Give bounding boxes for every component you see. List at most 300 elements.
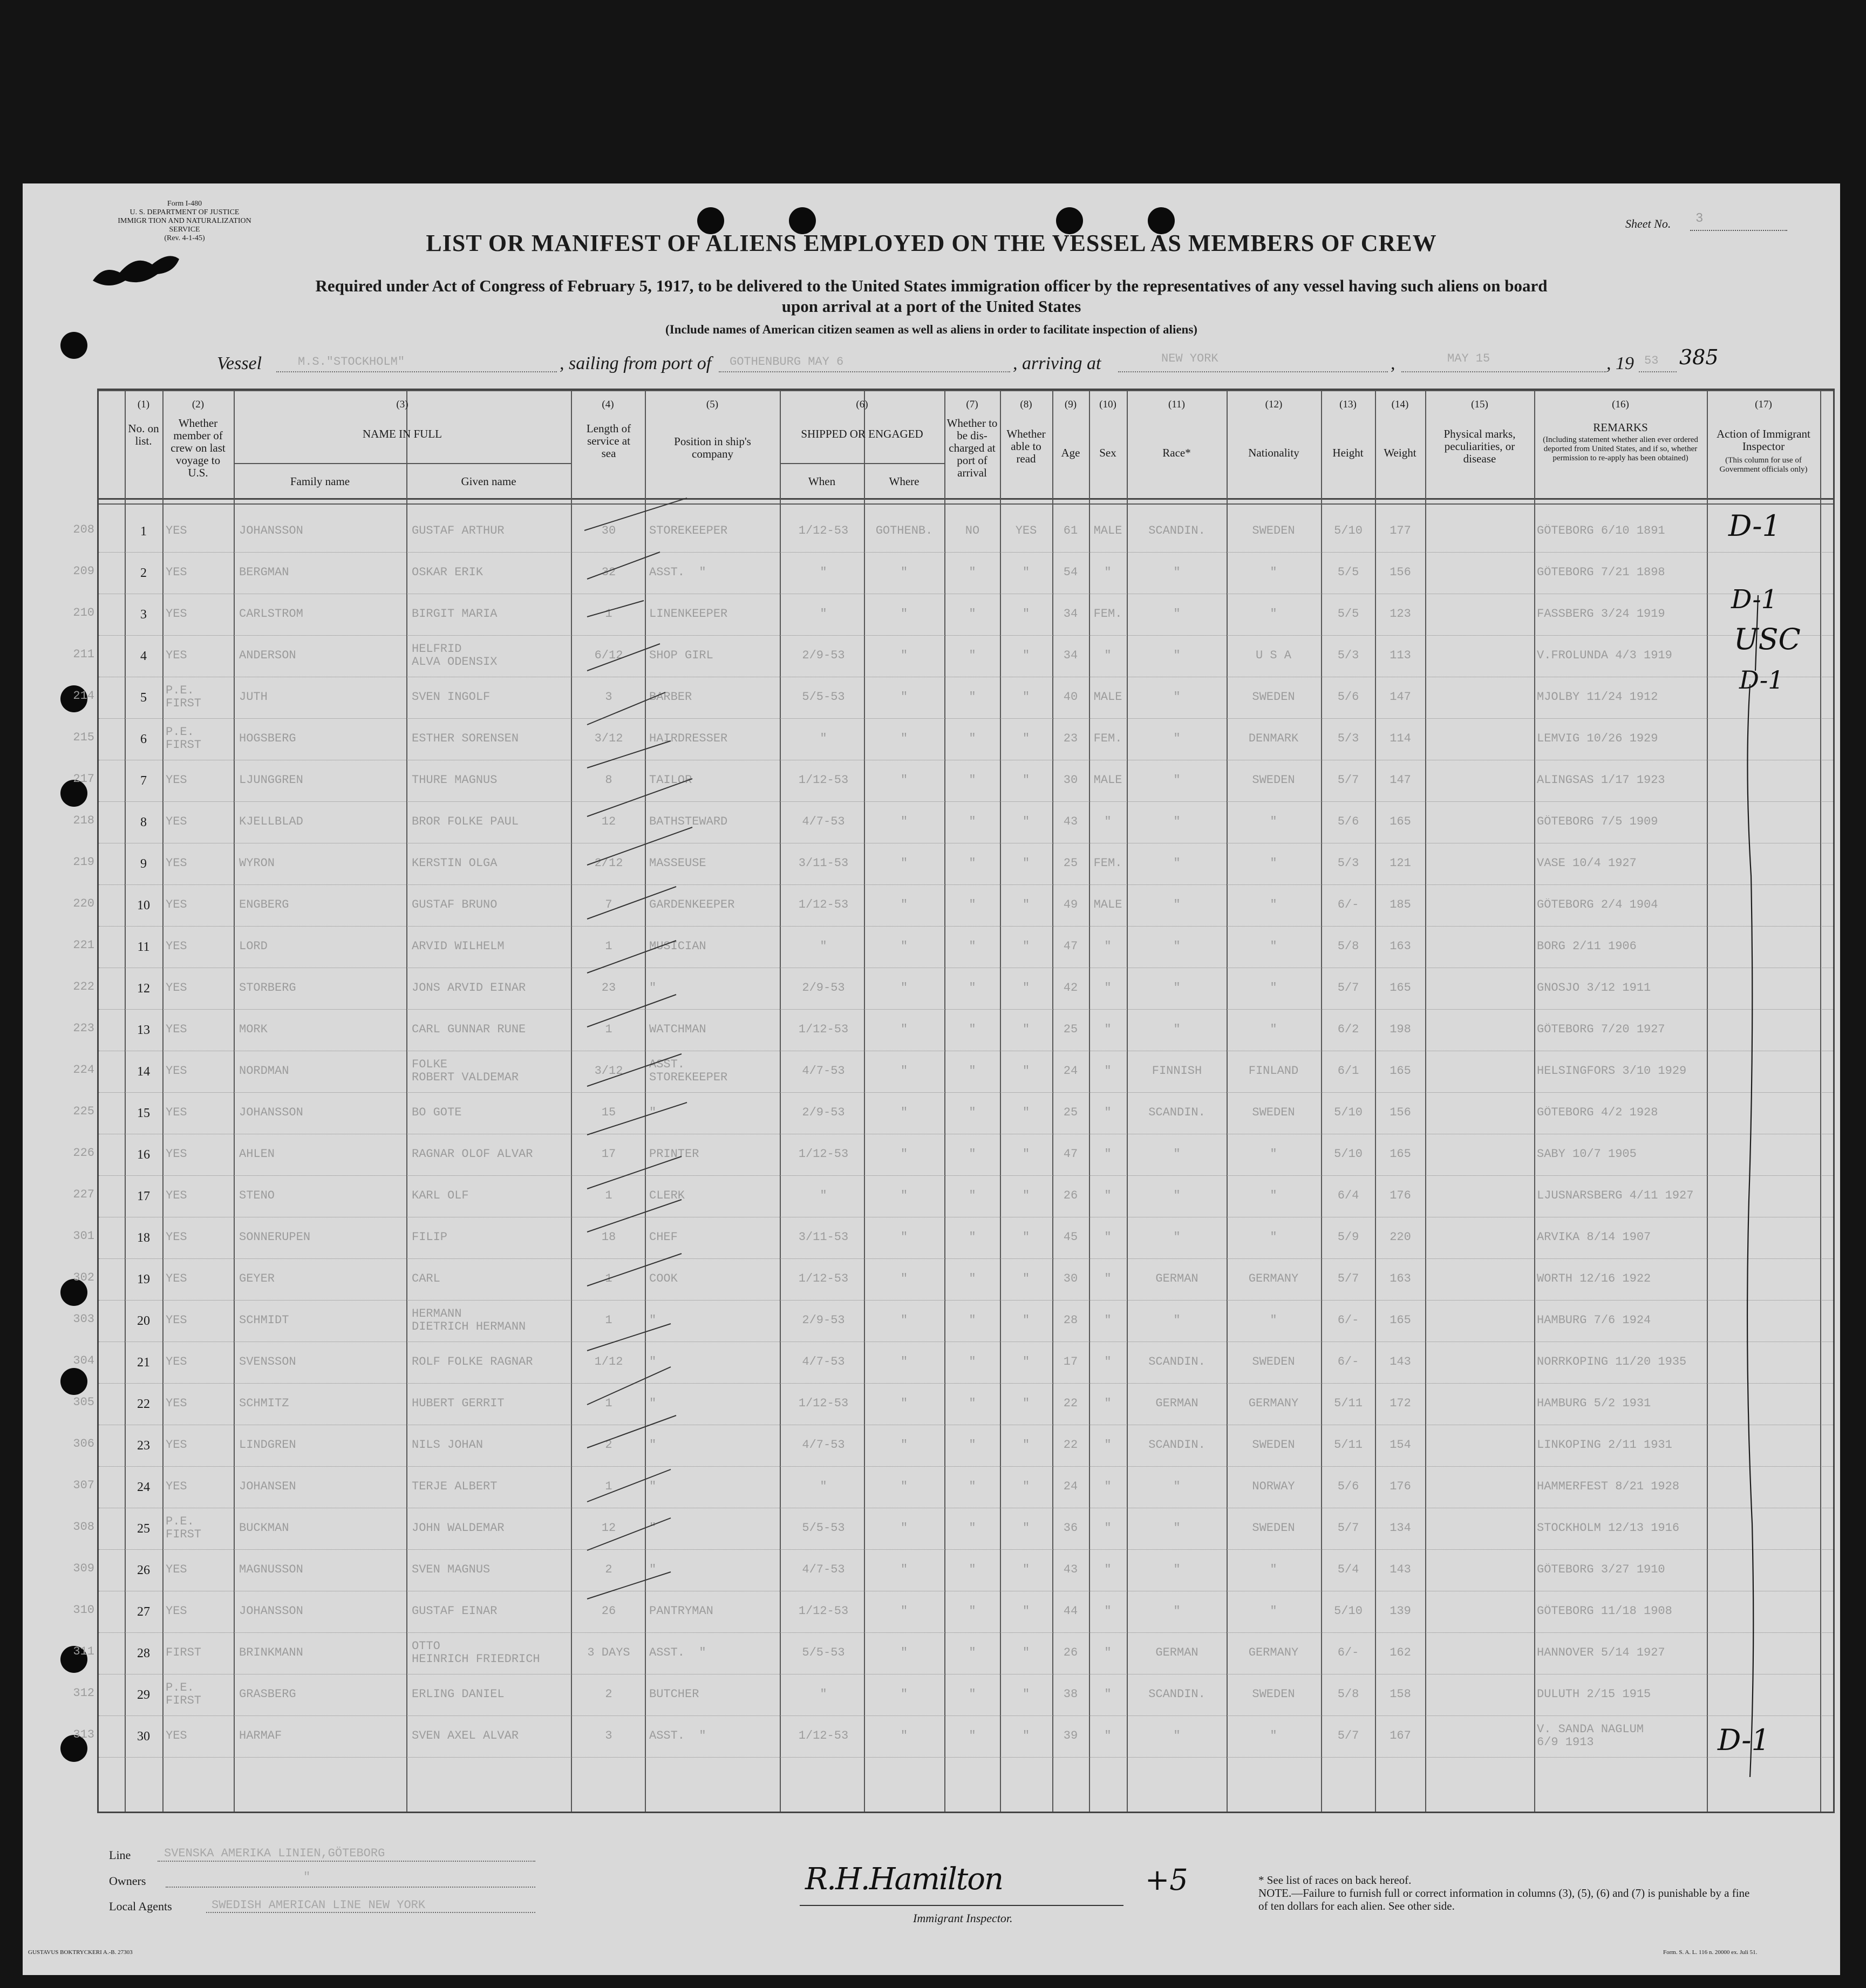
cell-position: MASSEUSE (649, 857, 706, 870)
row-margin-number: 309 (73, 1562, 94, 1575)
stamp-number: 385 (1679, 345, 1719, 369)
cell-family: LJUNGGREN (239, 774, 303, 787)
department-name: U. S. DEPARTMENT OF JUSTICE (130, 208, 240, 216)
header-remarks-note: (Including statement whether alien ever ordered deported from United States, and if so, whether permission to re-apply has been obtained) (1543, 435, 1698, 462)
cell-remarks: LEMVIG 10/26 1929 (1537, 732, 1658, 745)
cell-height: 6/1 (1337, 1065, 1359, 1078)
row-number: 6 (140, 732, 147, 746)
cell-discharged: " (969, 1106, 976, 1119)
cell-race: " (1173, 732, 1181, 745)
cell-service: 12 (601, 815, 616, 828)
cell-service: 1 (605, 1397, 612, 1410)
cell-age: 42 (1063, 982, 1078, 995)
cell-nationality: " (1270, 857, 1277, 870)
cell-family: NORDMAN (239, 1065, 289, 1078)
row-margin-number: 312 (73, 1686, 94, 1700)
cell-height: 6/2 (1337, 1023, 1359, 1036)
cell-height: 5/10 (1334, 525, 1363, 537)
line-label: Line (109, 1848, 131, 1862)
cell-where: " (900, 1439, 908, 1452)
row-number: 29 (137, 1688, 150, 1702)
cell-family: SCHMIDT (239, 1314, 289, 1327)
cell-age: 45 (1063, 1231, 1078, 1244)
cell-remarks: MJOLBY 11/24 1912 (1537, 691, 1658, 704)
cell-member: YES (166, 1231, 187, 1244)
arrival-date: MAY 15 (1447, 352, 1490, 365)
cell-discharged: " (969, 1730, 976, 1742)
cell-race: SCANDIN. (1148, 1356, 1206, 1369)
cell-weight: 177 (1390, 525, 1411, 537)
cell-sex: " (1104, 1605, 1112, 1618)
cell-member: YES (166, 1065, 187, 1078)
cell-weight: 198 (1390, 1023, 1411, 1036)
cell-sex: " (1104, 940, 1112, 953)
row-number: 2 (140, 566, 147, 580)
cell-age: 38 (1063, 1688, 1078, 1701)
cell-position: HAIRDRESSER (649, 732, 728, 745)
cell-given: BO GOTE (412, 1106, 462, 1119)
cell-nationality: GERMANY (1248, 1646, 1299, 1659)
cell-sex: " (1104, 1439, 1112, 1452)
row-number: 17 (137, 1189, 150, 1203)
cell-service: 15 (601, 1106, 616, 1119)
cell-family: SVENSSON (239, 1356, 296, 1369)
cell-member: YES (166, 525, 187, 537)
cell-age: 28 (1063, 1314, 1078, 1327)
cell-sex: " (1104, 982, 1112, 995)
cell-when: " (820, 1189, 827, 1202)
cell-remarks: ARVIKA 8/14 1907 (1537, 1231, 1651, 1244)
cell-where: " (900, 1106, 908, 1119)
cell-race: " (1173, 1480, 1181, 1493)
cell-discharged: " (969, 857, 976, 870)
cell-service: 1 (605, 1314, 612, 1327)
cell-remarks: SABY 10/7 1905 (1537, 1148, 1637, 1161)
cell-age: 26 (1063, 1189, 1078, 1202)
cell-position: LINENKEEPER (649, 608, 728, 621)
row-number: 4 (140, 649, 147, 663)
cell-when: " (820, 732, 827, 745)
cell-service: 30 (601, 525, 616, 537)
cell-where: " (900, 857, 908, 870)
cell-nationality: GERMANY (1248, 1272, 1299, 1285)
cell-read: " (1022, 940, 1030, 953)
cell-remarks: HELSINGFORS 3/10 1929 (1537, 1065, 1687, 1078)
cell-weight: 172 (1390, 1397, 1411, 1410)
cell-given: TERJE ALBERT (412, 1480, 498, 1493)
cell-given: FILIP (412, 1231, 448, 1244)
row-number: 23 (137, 1439, 150, 1453)
cell-when: 1/12-53 (798, 1023, 849, 1036)
cell-sex: FEM. (1093, 857, 1122, 870)
cell-age: 25 (1063, 1023, 1078, 1036)
cell-race: " (1173, 1522, 1181, 1535)
cell-where: " (900, 1314, 908, 1327)
row-margin-number: 303 (73, 1312, 94, 1326)
cell-race: SCANDIN. (1148, 1439, 1206, 1452)
row-margin-number: 311 (73, 1645, 94, 1658)
cell-weight: 147 (1390, 774, 1411, 787)
col-num-3: (3) (396, 399, 408, 410)
cell-read: " (1022, 1522, 1030, 1535)
row-margin-number: 211 (73, 648, 94, 661)
cell-when: 2/9-53 (802, 649, 845, 662)
header-height: Height (1332, 446, 1364, 459)
cell-where: " (900, 1148, 908, 1161)
cell-read: " (1022, 857, 1030, 870)
cell-weight: 121 (1390, 857, 1411, 870)
cell-where: " (900, 1023, 908, 1036)
cell-discharged: " (969, 1314, 976, 1327)
cell-service: 1 (605, 1189, 612, 1202)
cell-remarks: GÖTEBORG 7/21 1898 (1537, 566, 1665, 579)
cell-remarks: FASSBERG 3/24 1919 (1537, 608, 1665, 621)
cell-remarks: V.FROLUNDA 4/3 1919 (1537, 649, 1672, 662)
cell-discharged: " (969, 1646, 976, 1659)
cell-where: " (900, 1397, 908, 1410)
cell-height: 5/5 (1337, 566, 1359, 579)
cell-discharged: " (969, 1023, 976, 1036)
cell-service: 1/12 (594, 1356, 623, 1369)
row-margin-number: 225 (73, 1105, 94, 1118)
cell-weight: 156 (1390, 566, 1411, 579)
header-length-service: Length of service at sea (586, 422, 631, 460)
header-sex: Sex (1099, 446, 1116, 459)
cell-when: " (820, 608, 827, 621)
row-number: 18 (137, 1231, 150, 1245)
cell-race: " (1173, 608, 1181, 621)
cell-weight: 165 (1390, 815, 1411, 828)
cell-weight: 158 (1390, 1688, 1411, 1701)
row-margin-number: 302 (73, 1271, 94, 1284)
page-title: LIST OR MANIFEST OF ALIENS EMPLOYED ON THE VESSEL AS MEMBERS OF CREW (426, 230, 1437, 256)
col-num-9: (9) (1064, 399, 1077, 410)
cell-race: " (1173, 1231, 1181, 1244)
action-row-5: D-1 (1739, 665, 1784, 695)
cell-weight: 113 (1390, 649, 1411, 662)
header-physical-marks: Physical marks, peculiarities, or disease (1443, 427, 1516, 465)
cell-nationality: " (1270, 940, 1277, 953)
cell-height: 5/10 (1334, 1605, 1363, 1618)
cell-age: 44 (1063, 1605, 1078, 1618)
crew-table (73, 389, 1835, 1813)
cell-service: 2 (605, 1563, 612, 1576)
cell-weight: 220 (1390, 1231, 1411, 1244)
row-number: 19 (137, 1272, 150, 1286)
cell-age: 25 (1063, 1106, 1078, 1119)
cell-remarks: GÖTEBORG 7/5 1909 (1537, 815, 1658, 828)
cell-age: 54 (1063, 566, 1078, 579)
cell-discharged: NO (965, 525, 980, 537)
cell-remarks: GÖTEBORG 2/4 1904 (1537, 898, 1658, 911)
row-margin-number: 304 (73, 1354, 94, 1367)
cell-where: " (900, 1065, 908, 1078)
agents-label: Local Agents (109, 1900, 172, 1913)
cell-race: FINNISH (1152, 1065, 1202, 1078)
cell-member: YES (166, 1314, 187, 1327)
cell-race: " (1173, 898, 1181, 911)
cell-when: 3/11-53 (798, 857, 849, 870)
cell-service: 2 (605, 1439, 612, 1452)
cell-race: " (1173, 566, 1181, 579)
cell-when: 1/12-53 (798, 898, 849, 911)
cell-family: JOHANSSON (239, 1605, 303, 1618)
cell-position: MUSICIAN (649, 940, 706, 953)
cell-service: 3 DAYS (587, 1646, 630, 1659)
cell-when: 4/7-53 (802, 1065, 845, 1078)
cell-given: GUSTAF EINAR (412, 1605, 498, 1618)
header-action-note: (This column for use of Government officials only) (1719, 456, 1808, 474)
cell-discharged: " (969, 1231, 976, 1244)
cell-age: 24 (1063, 1480, 1078, 1493)
cell-discharged: " (969, 1480, 976, 1493)
cell-nationality: " (1270, 608, 1277, 621)
cell-nationality: " (1270, 566, 1277, 579)
cell-given: RAGNAR OLOF ALVAR (412, 1148, 533, 1161)
cell-member: YES (166, 1563, 187, 1576)
cell-given: CARL GUNNAR RUNE (412, 1023, 526, 1036)
cell-given: BIRGIT MARIA (412, 608, 498, 621)
cell-service: 2/12 (594, 857, 623, 870)
cell-race: SCANDIN. (1148, 525, 1206, 537)
cell-nationality: DENMARK (1248, 732, 1299, 745)
cell-family: JUTH (239, 691, 268, 704)
cell-read: " (1022, 898, 1030, 911)
signature-suffix: +5 (1145, 1863, 1188, 1897)
cell-discharged: " (969, 1522, 976, 1535)
row-margin-number: 301 (73, 1229, 94, 1243)
cell-position: PRINTER (649, 1148, 699, 1161)
cell-service: 3 (605, 1730, 612, 1742)
cell-position: " (649, 982, 657, 995)
cell-nationality: SWEDEN (1252, 1522, 1295, 1535)
row-margin-number: 222 (73, 980, 94, 993)
cell-age: 40 (1063, 691, 1078, 704)
cell-position: GARDENKEEPER (649, 898, 735, 911)
cell-sex: " (1104, 1646, 1112, 1659)
cell-nationality: " (1270, 1231, 1277, 1244)
cell-member: FIRST (166, 1646, 202, 1659)
cell-height: 5/7 (1337, 982, 1359, 995)
cell-weight: 165 (1390, 982, 1411, 995)
cell-position: " (649, 1480, 657, 1493)
col-num-7: (7) (966, 399, 978, 410)
arriving-dots (1118, 371, 1388, 372)
sailing-label: , sailing from port of (560, 353, 712, 373)
cell-sex: FEM. (1093, 732, 1122, 745)
cell-height: 5/3 (1337, 649, 1359, 662)
cell-family: JOHANSSON (239, 525, 303, 537)
cell-service: 17 (601, 1148, 616, 1161)
cell-sex: MALE (1093, 691, 1122, 704)
form-number: Form I-480 (167, 200, 202, 208)
cell-remarks: STOCKHOLM 12/13 1916 (1537, 1522, 1680, 1535)
cell-age: 25 (1063, 857, 1078, 870)
cell-given: JOHN WALDEMAR (412, 1522, 505, 1535)
col-num-11: (11) (1168, 399, 1185, 410)
cell-where: " (900, 691, 908, 704)
cell-discharged: " (969, 1148, 976, 1161)
cell-read: " (1022, 1563, 1030, 1576)
cell-remarks: HANNOVER 5/14 1927 (1537, 1646, 1665, 1659)
col-num-1: (1) (137, 399, 150, 410)
cell-family: GRASBERG (239, 1688, 296, 1701)
cell-discharged: " (969, 566, 976, 579)
cell-height: 5/4 (1337, 1563, 1359, 1576)
cell-where: " (900, 1231, 908, 1244)
cell-where: " (900, 1563, 908, 1576)
cell-sex: MALE (1093, 898, 1122, 911)
cell-remarks: GÖTEBORG 11/18 1908 (1537, 1605, 1672, 1618)
cell-service: 32 (601, 566, 616, 579)
printer-imprint: GUSTAVUS BOKTRYCKERI A.-B. 27303 (28, 1949, 133, 1956)
row-number: 7 (140, 774, 147, 788)
row-number: 10 (137, 898, 150, 913)
cell-read: " (1022, 1148, 1030, 1161)
cell-discharged: " (969, 940, 976, 953)
cell-position: WATCHMAN (649, 1023, 706, 1036)
row-number: 24 (137, 1480, 150, 1494)
cell-height: 5/9 (1337, 1231, 1359, 1244)
cell-height: 5/7 (1337, 1522, 1359, 1535)
cell-height: 6/- (1337, 898, 1359, 911)
cell-height: 5/6 (1337, 815, 1359, 828)
header-where: Where (889, 475, 920, 488)
cell-read: YES (1015, 525, 1037, 537)
cell-family: HARMAF (239, 1730, 282, 1742)
cell-member: YES (166, 1148, 187, 1161)
cell-given: THURE MAGNUS (412, 774, 498, 787)
cell-discharged: " (969, 1563, 976, 1576)
cell-remarks: HAMBURG 5/2 1931 (1537, 1397, 1651, 1410)
cell-position: PANTRYMAN (649, 1605, 713, 1618)
cell-discharged: " (969, 1688, 976, 1701)
cell-when: 3/11-53 (798, 1231, 849, 1244)
row-margin-number: 221 (73, 938, 94, 952)
cell-nationality: " (1270, 1148, 1277, 1161)
cell-race: " (1173, 1563, 1181, 1576)
cell-member: YES (166, 898, 187, 911)
cell-member: YES (166, 1272, 187, 1285)
row-number: 30 (137, 1730, 150, 1744)
cell-sex: " (1104, 1272, 1112, 1285)
row-margin-number: 217 (73, 772, 94, 786)
cell-family: ANDERSON (239, 649, 296, 662)
header-action: Action of Immigrant Inspector (1717, 427, 1810, 453)
cell-sex: " (1104, 1148, 1112, 1161)
cell-where: " (900, 1646, 908, 1659)
row-number: 13 (137, 1023, 150, 1037)
cell-age: 43 (1063, 815, 1078, 828)
cell-service: 12 (601, 1522, 616, 1535)
cell-family: STORBERG (239, 982, 296, 995)
cell-race: " (1173, 649, 1181, 662)
cell-position: " (649, 1522, 657, 1535)
cell-read: " (1022, 815, 1030, 828)
sheet-number-label: Sheet No. (1625, 217, 1671, 230)
cell-when: 4/7-53 (802, 1439, 845, 1452)
cell-race: SCANDIN. (1148, 1688, 1206, 1701)
cell-read: " (1022, 1106, 1030, 1119)
cell-remarks: HAMBURG 7/6 1924 (1537, 1314, 1651, 1327)
cell-nationality: SWEDEN (1252, 525, 1295, 537)
row-number: 22 (137, 1397, 150, 1411)
cell-family: AHLEN (239, 1148, 275, 1161)
cell-where: " (900, 1356, 908, 1369)
cell-service: 7 (605, 898, 612, 911)
cell-height: 6/- (1337, 1646, 1359, 1659)
header-remarks: REMARKS (1593, 421, 1648, 434)
cell-nationality: FINLAND (1248, 1065, 1299, 1078)
cell-nationality: SWEDEN (1252, 1688, 1295, 1701)
cell-race: " (1173, 815, 1181, 828)
cell-read: " (1022, 732, 1030, 745)
cell-age: 23 (1063, 732, 1078, 745)
cell-discharged: " (969, 815, 976, 828)
row-number: 11 (137, 940, 150, 954)
cell-height: 5/11 (1334, 1439, 1363, 1452)
footnote-penalty: NOTE.—Failure to furnish full or correct information in columns (3), (5), (6) and (7) is punishable by a fine of ten dollars for each alien. See other side. (1258, 1887, 1750, 1912)
cell-family: MORK (239, 1023, 268, 1036)
cell-read: " (1022, 1439, 1030, 1452)
cell-discharged: " (969, 982, 976, 995)
cell-where: " (900, 732, 908, 745)
col-num-15: (15) (1471, 399, 1488, 410)
cell-position: " (649, 1563, 657, 1576)
cell-member: YES (166, 982, 187, 995)
cell-race: " (1173, 940, 1181, 953)
header-given-name: Given name (461, 475, 516, 488)
cell-position: COOK (649, 1272, 678, 1285)
cell-remarks: V. SANDA NAGLUM 6/9 1913 (1537, 1723, 1644, 1749)
cell-remarks: WORTH 12/16 1922 (1537, 1272, 1651, 1285)
cell-given: HUBERT GERRIT (412, 1397, 505, 1410)
year-label: , 19 (1606, 353, 1634, 373)
cell-sex: " (1104, 1522, 1112, 1535)
col-num-12: (12) (1265, 399, 1283, 410)
row-number: 21 (137, 1356, 150, 1370)
cell-age: 17 (1063, 1356, 1078, 1369)
cell-when: " (820, 940, 827, 953)
inspector-label: Immigrant Inspector. (913, 1911, 1013, 1925)
header-weight: Weight (1384, 446, 1416, 459)
cell-remarks: GÖTEBORG 7/20 1927 (1537, 1023, 1665, 1036)
header-family-name: Family name (290, 475, 350, 488)
cell-read: " (1022, 1605, 1030, 1618)
cell-race: " (1173, 1148, 1181, 1161)
cell-where: " (900, 1730, 908, 1742)
row-margin-number: 306 (73, 1437, 94, 1451)
sailing-port: GOTHENBURG MAY 6 (730, 355, 844, 369)
cell-given: CARL (412, 1272, 440, 1285)
cell-given: ARVID WILHELM (412, 940, 505, 953)
cell-nationality: U S A (1255, 649, 1291, 662)
row-number: 25 (137, 1522, 150, 1536)
cell-remarks: BORG 2/11 1906 (1537, 940, 1637, 953)
row-number: 12 (137, 982, 150, 996)
cell-nationality: GERMANY (1248, 1397, 1299, 1410)
row-margin-number: 308 (73, 1520, 94, 1534)
cell-weight: 147 (1390, 691, 1411, 704)
header-when: When (808, 475, 836, 488)
cell-when: 1/12-53 (798, 1397, 849, 1410)
cell-given: GUSTAF ARTHUR (412, 525, 505, 537)
cell-read: " (1022, 1688, 1030, 1701)
cell-where: " (900, 1480, 908, 1493)
cell-nationality: NORWAY (1252, 1480, 1295, 1493)
sheet-number-value: 3 (1695, 212, 1704, 226)
cell-where: " (900, 982, 908, 995)
